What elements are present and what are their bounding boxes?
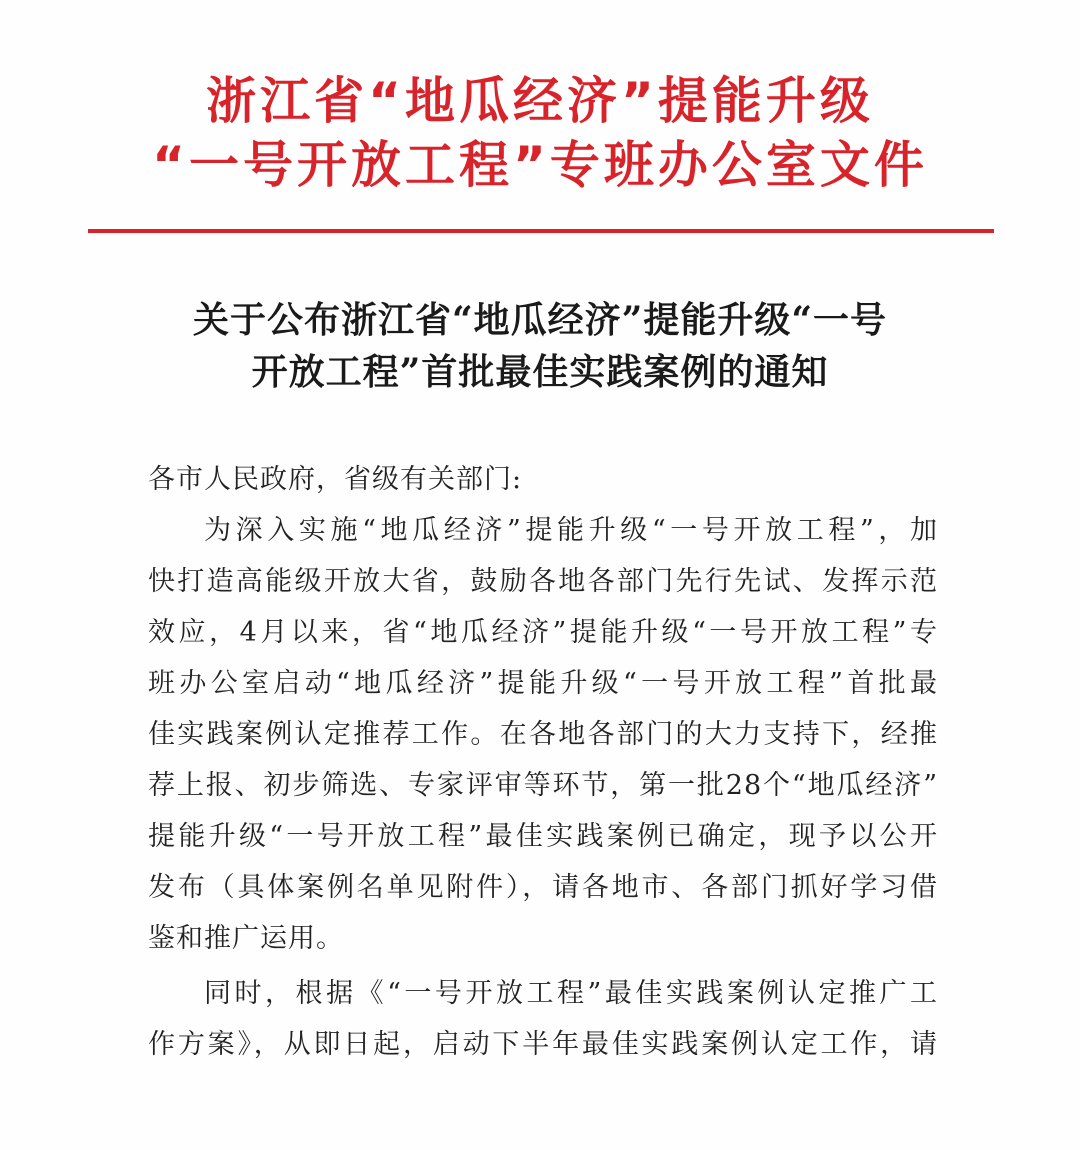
notice-body (148, 454, 938, 1070)
salutation: 各市人民政府，省级有关部门: (148, 464, 523, 495)
title-line-2: 开放工程”首批最佳实践案例的通知 (251, 351, 829, 393)
title-line-1: 关于公布浙江省“地瓜经济”提能升级“一号 (192, 299, 888, 341)
paragraph-1-line: 快打造高能级开放大省，鼓励各地各部门先行先试、发挥示范 (148, 566, 938, 597)
paragraph-2-line: 作方案》，从即日起，启动下半年最佳实践案例认定工作，请 (148, 1029, 938, 1060)
red-divider-rule (88, 229, 994, 233)
paragraph-1-line: 提能升级“一号开放工程”最佳实践案例已确定，现予以公开 (148, 821, 938, 852)
header-line-1: 浙江省“地瓜经济”提能升级 (206, 72, 874, 130)
issuing-office-header (0, 72, 1080, 194)
paragraph-1-line: 为深入实施“地瓜经济”提能升级“一号开放工程”，加 (204, 515, 938, 546)
notice-title (0, 294, 1080, 398)
header-line-2: “一号开放工程”专班办公室文件 (152, 136, 928, 194)
paragraph-1-line: 发布（具体案例名单见附件），请各地市、各部门抓好学习借 (148, 872, 938, 903)
paragraph-1-line: 荐上报、初步筛选、专家评审等环节，第一批28个“地瓜经济” (148, 770, 938, 801)
paragraph-1-line: 班办公室启动“地瓜经济”提能升级“一号开放工程”首批最 (148, 668, 938, 699)
paragraph-1-line: 效应，4月以来，省“地瓜经济”提能升级“一号开放工程”专 (148, 617, 938, 648)
paragraph-1-line: 鉴和推广运用。 (148, 923, 344, 954)
paragraph-2-line: 同时，根据《“一号开放工程”最佳实践案例认定推广工 (204, 978, 938, 1009)
paragraph-1-line: 佳实践案例认定推荐工作。在各地各部门的大力支持下，经推 (148, 719, 938, 750)
